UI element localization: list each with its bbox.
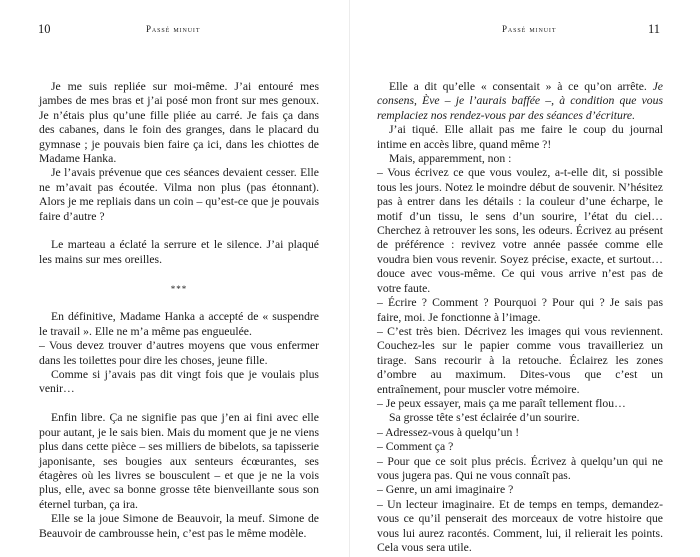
right-page bbox=[350, 0, 700, 557]
dialogue-line: – Un lecteur imaginaire. Et de temps en temps, demandez-vous ce qu’il penserait des morceaux de votre histoire que vous lui aurez racontés. Comment, lui, il relierait les points. Cela vous sera utile. bbox=[377, 497, 663, 554]
italic-quote: Je consens, Ève – je l’aurais baffée –, à condition que vous remplaciez nos rendez-vous par des séances d’écriture. bbox=[377, 80, 663, 122]
paragraph: Je l’avais prévenue que ces séances devaient cesser. Elle ne m’avait pas écoutée. Vilma non plus (pas étonnant). Alors je me repliais dans un coin – qu’est-ce que je pouvais faire d’autre ? bbox=[39, 166, 319, 223]
paragraph: Je me suis repliée sur moi-même. J’ai entouré mes jambes de mes bras et j’ai posé mon front sur mes genoux. Je n’étais plus qu’une fille pliée au carré. Je fais ça dans des cabanes, dans le foin des granges, dans le placard du gymnase ; je pouvais bien faire ça ici, dans les chiottes de Madame Hanka. bbox=[39, 80, 319, 166]
paragraph: Sa grosse tête s’est éclairée d’un sourire. bbox=[389, 411, 580, 425]
paragraph: Mais, apparemment, non : bbox=[389, 152, 512, 166]
running-head: Passé minuit bbox=[502, 24, 557, 34]
dialogue-line: – Vous écrivez ce que vous voulez, a-t-elle dit, si possible tous les jours. Notez le moindre début de souvenir. N’hésitez pas à entrer dans les détails : la couleur d’une écharpe, le motif d’un tissu, le sens d’un sourire, l’état du ciel… Cherchez à retrouver les sons, les odeurs. Écrivez au présent de préférence : revivez votre année passée comme elle voudra bien vous revenir. Soyez précise, exacte, et surtout… douce avec vous-même. Ce qui vous arrive n’est pas de votre faute. bbox=[377, 166, 663, 295]
dialogue-line: – Comment ça ? bbox=[377, 440, 454, 454]
page-body bbox=[377, 80, 663, 555]
page-number: 10 bbox=[38, 22, 51, 36]
dialogue-line: – Pour que ce soit plus précis. Écrivez à quelqu’un qui ne vous jugera pas. Qui ne vous connaît pas. bbox=[377, 454, 663, 482]
paragraph: J’ai tiqué. Elle allait pas me faire le coup du journal intime en accès libre, quand même ?! bbox=[377, 123, 663, 151]
paragraph-text: Elle a dit qu’elle « consentait » à ce qu’on arrête. bbox=[389, 80, 647, 93]
dialogue-line: – Écrire ? Comment ? Pourquoi ? Pour qui ? Je sais pas faire, moi. Je fonctionne à l’image. bbox=[377, 296, 663, 324]
running-head: Passé minuit bbox=[146, 24, 201, 34]
paragraph: Enfin libre. Ça ne signifie pas que j’en ai fini avec elle pour autant, je le sais bien. Mais du moment que je ne viens plus dans cette pièce – ses milliers de bibelots, sa tapisserie japonisante, ses bougies aux senteurs écœurantes, ses étagères où les livres se bousculent – et que je ne la vois plus, elle, avec sa bonne grosse tête bienveillante sous son éternel turban, ça ira. bbox=[39, 411, 319, 511]
paragraph: Elle se la joue Simone de Beauvoir, la meuf. Simone de Beauvoir de cambrousse hein, c’est pas le même modèle. bbox=[39, 512, 319, 540]
page-number: 11 bbox=[647, 22, 660, 36]
paragraph: Le marteau a éclaté la serrure et le silence. J’ai plaqué les mains sur mes oreilles. bbox=[39, 238, 319, 266]
dialogue-line: – Adressez-vous à quelqu’un ! bbox=[377, 425, 520, 439]
paragraph: En définitive, Madame Hanka a accepté de « suspendre le travail ». Elle ne m’a même pas engueulée. bbox=[39, 310, 319, 338]
dialogue-line: – Genre, un ami imaginaire ? bbox=[377, 483, 514, 497]
dialogue-line: – Vous devez trouver d’autres moyens que vous enfermer dans les toilettes pour dire les choses, jeune fille. bbox=[39, 339, 319, 367]
dialogue-line: – Je peux essayer, mais ça me paraît tellement flou… bbox=[377, 396, 626, 410]
page-body bbox=[39, 80, 319, 541]
section-break: *** bbox=[170, 283, 188, 294]
paragraph bbox=[377, 80, 663, 123]
dialogue-line: – C’est très bien. Décrivez les images qui vous reviennent. Couchez-les sur le papier comme vous travailleriez un tirage. Sans recourir à la retouche. Éclairez les zones d’ombre au maximum. Dites-vous que c’est un entraînement, pour muscler votre mémoire. bbox=[377, 324, 663, 396]
paragraph: Comme si j’avais pas dit vingt fois que je voulais plus venir… bbox=[39, 368, 319, 396]
